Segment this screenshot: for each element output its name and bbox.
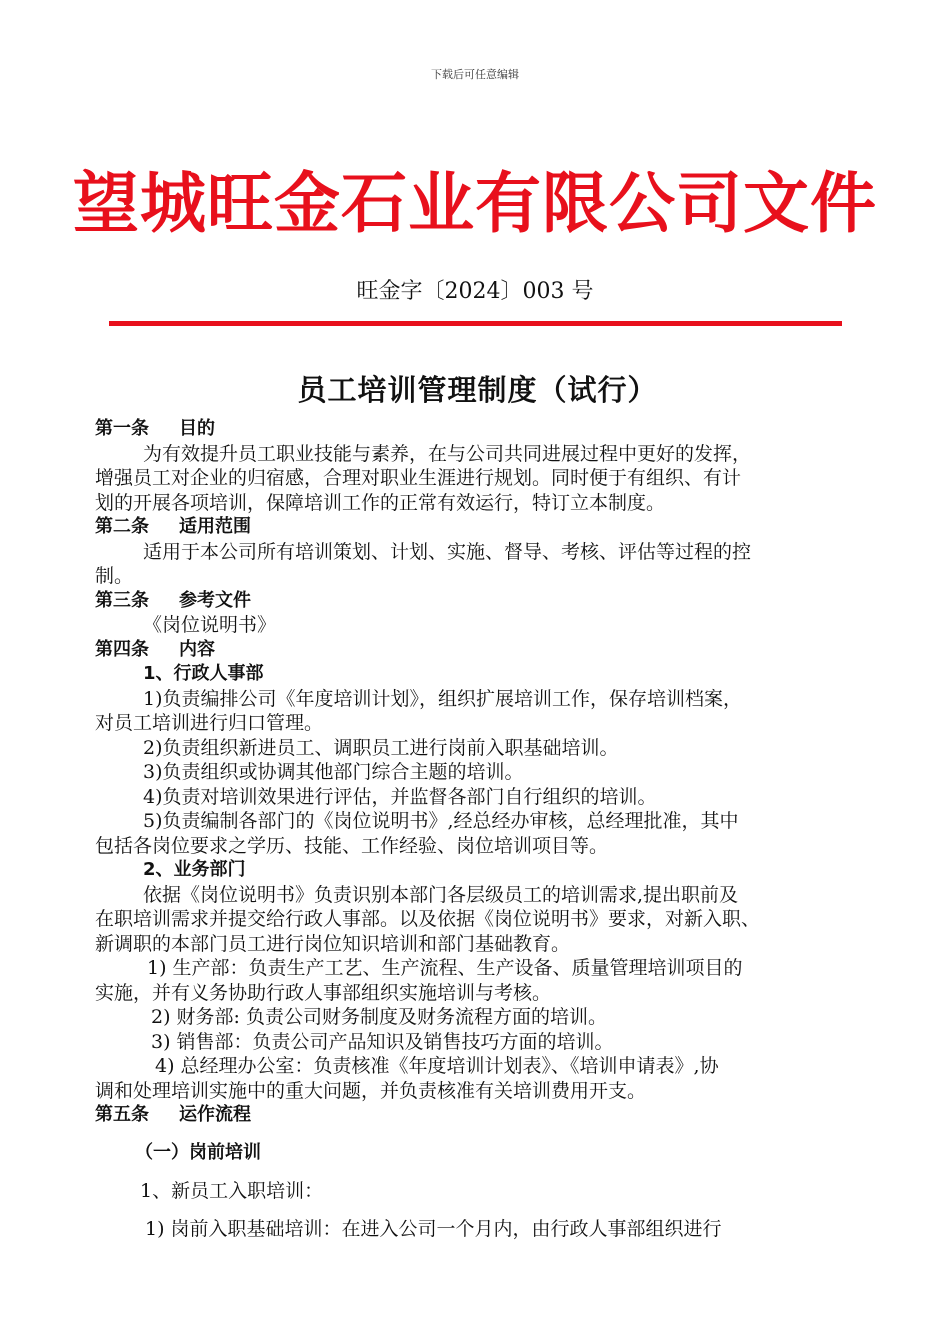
article-2-heading: [95, 515, 860, 540]
document-number: 旺金字〔2024〕003 号: [356, 279, 594, 304]
article-name: 目的: [179, 418, 215, 439]
document-body: [95, 368, 860, 1242]
list-item: 3)负责组织或协调其他部门综合主题的培训。: [143, 761, 524, 783]
header-note: 下载后可任意编辑: [431, 68, 519, 81]
paragraph-line: 1、新员工入职培训：: [140, 1179, 324, 1202]
paragraph-line: 1) 岗前入职基础培训：在进入公司一个月内，由行政人事部组织进行: [145, 1217, 722, 1240]
article-1-heading: [95, 417, 860, 442]
list-item-continuation: 实施，并有义务协助行政人事部组织实施培训与考核。: [95, 981, 552, 1004]
paragraph-line: 制。: [95, 565, 134, 587]
paragraph-line: 新调职的本部门员工进行岗位知识培训和部门基础教育。: [95, 932, 571, 955]
list-item: 4) 总经理办公室：负责核准《年度培训计划表》、《培训申请表》,协: [155, 1055, 719, 1077]
article-name: 适用范围: [179, 516, 251, 537]
paragraph-line: 增强员工对企业的归宿感，合理对职业生涯进行规划。同时便于有组织、有计: [95, 467, 742, 489]
company-document-title: 望城旺金石业有限公司文件: [73, 165, 877, 242]
article-5-heading: [95, 1103, 860, 1128]
list-item-continuation: 对员工培训进行归口管理。: [95, 712, 324, 734]
article-3-heading: [95, 589, 860, 614]
policy-title: 员工培训管理制度（试行）: [297, 373, 658, 407]
paragraph-line: 《岗位说明书》: [143, 614, 277, 636]
section-heading: 1、行政人事部: [143, 663, 264, 684]
paragraph-line: 在职培训需求并提交给行政人事部。以及依据《岗位说明书》要求，对新入职、: [95, 908, 761, 930]
paragraph-line: 适用于本公司所有培训策划、计划、实施、督导、考核、评估等过程的控: [143, 540, 752, 563]
list-item: 4)负责对培训效果进行评估，并监督各部门自行组织的培训。: [143, 785, 657, 808]
red-divider-line: [109, 321, 842, 326]
section-heading: （一）岗前培训: [135, 1141, 261, 1163]
article-name: 运作流程: [179, 1104, 251, 1125]
list-item: 2) 财务部: 负责公司财务制度及财务流程方面的培训。: [151, 1006, 607, 1028]
article-number: 第二条: [95, 516, 149, 537]
paragraph-line: 依据《岗位说明书》负责识别本部门各层级员工的培训需求,提出职前及: [143, 883, 739, 906]
article-name: 内容: [179, 638, 215, 660]
article-4-heading: [95, 638, 860, 663]
article-name: 参考文件: [179, 589, 251, 611]
list-item: 2)负责组织新进员工、调职员工进行岗前入职基础培训。: [143, 736, 619, 759]
list-item: 3) 销售部：负责公司产品知识及销售技巧方面的培训。: [151, 1030, 614, 1053]
article-number: 第一条: [95, 418, 149, 439]
list-item-continuation: 调和处理培训实施中的重大问题，并负责核准有关培训费用开支。: [95, 1079, 647, 1102]
list-item: 5)负责编制各部门的《岗位说明书》,经总经办审核，总经理批准，其中: [143, 810, 739, 832]
article-number: 第三条: [95, 589, 149, 611]
list-item-continuation: 包括各岗位要求之学历、技能、工作经验、岗位培训项目等。: [95, 834, 609, 857]
section-heading: 2、业务部门: [143, 859, 246, 880]
list-item: 1) 生产部：负责生产工艺、生产流程、生产设备、质量管理培训项目的: [147, 957, 743, 979]
article-number: 第四条: [95, 638, 149, 660]
paragraph-line: 划的开展各项培训，保障培训工作的正常有效运行，特订立本制度。: [95, 491, 666, 514]
paragraph-line: 为有效提升员工职业技能与素养，在与公司共同进展过程中更好的发挥，: [143, 442, 752, 465]
article-number: 第五条: [95, 1104, 149, 1125]
list-item: 1)负责编排公司《年度培训计划》，组织扩展培训工作，保存培训档案，: [143, 687, 743, 710]
